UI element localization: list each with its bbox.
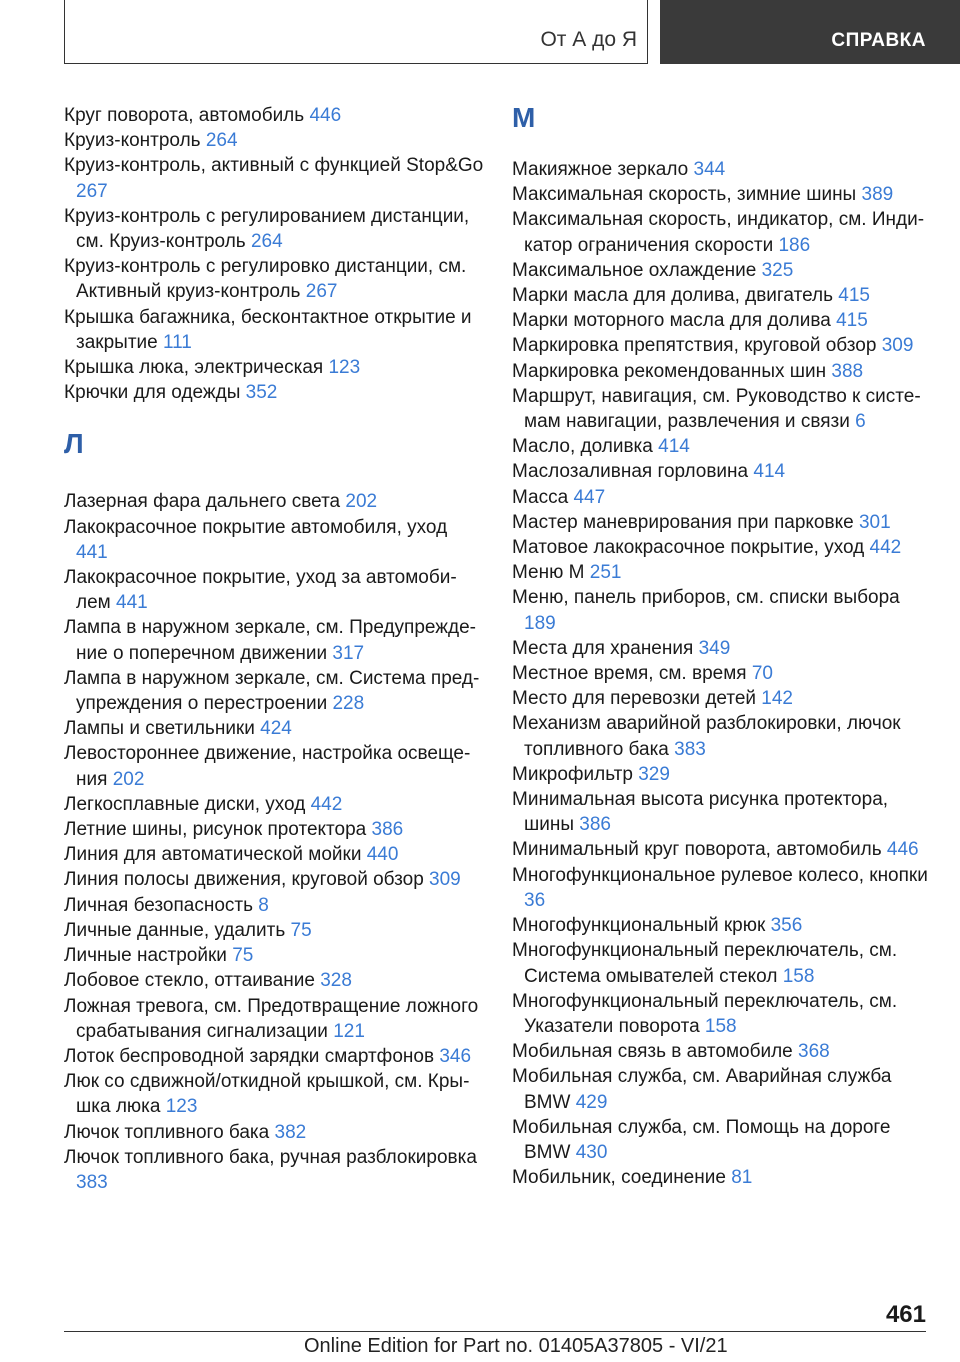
index-entry-page-link[interactable]: 189	[524, 612, 556, 634]
index-entry-page-link[interactable]: 368	[798, 1041, 830, 1063]
index-entry-page-link[interactable]: 123	[165, 1096, 198, 1118]
chapter-tab-label: СПРАВКА	[831, 30, 926, 51]
index-entry-text: Ложная тревога, см. Предотвращение ложного срабатывания сигнализации	[64, 995, 479, 1042]
index-entry-text: Легкосплавные диски, уход	[64, 793, 311, 815]
index-entry-text: Линия для автоматической мойки	[64, 844, 367, 866]
index-entry-text: Местное время, см. время	[512, 663, 752, 685]
index-entry-text: Меню M	[512, 562, 590, 584]
index-entry	[512, 711, 932, 761]
index-entry	[64, 103, 484, 128]
index-entry	[64, 355, 484, 380]
index-entry-text: Марки моторного масла для долива	[512, 310, 837, 332]
index-entry	[512, 459, 932, 484]
index-entry-page-link[interactable]: 429	[575, 1091, 608, 1113]
index-entry-page-link[interactable]: 446	[309, 105, 342, 126]
index-entry-page-link[interactable]: 309	[429, 869, 461, 891]
index-entry-text: Летние шины, рисунок протектора	[64, 819, 372, 841]
index-entry-text: Марки масла для долива, двигатель	[512, 285, 839, 307]
index-entry	[512, 636, 932, 661]
index-entry-page-link[interactable]: 158	[782, 965, 815, 987]
index-entry-text: Круиз-контроль, активный с функцией Stop&Go	[64, 155, 484, 177]
index-entry	[512, 989, 932, 1039]
index-entry-page-link[interactable]: 388	[831, 360, 864, 382]
index-entry-text: Мобильная связь в автомобиле	[512, 1041, 799, 1063]
index-entry	[512, 837, 932, 862]
index-entry-text: Место для перевозки детей	[512, 688, 762, 710]
index-entry	[64, 994, 484, 1044]
index-entry-text: Максимальное охлаждение	[512, 259, 762, 281]
index-entry-page-link[interactable]: 442	[869, 537, 902, 559]
index-entry-page-link[interactable]: 383	[76, 1171, 108, 1193]
index-entry-text: Маркировка рекомендованных шин	[512, 360, 832, 382]
index-entry-text: Маслозаливная горловина	[512, 461, 754, 483]
index-entry	[512, 1115, 932, 1165]
index-entry-page-link[interactable]: 228	[332, 693, 365, 715]
index-entry-text: Мастер маневрирования при парковке	[512, 511, 859, 533]
index-entry	[64, 565, 484, 615]
index-entry	[64, 153, 484, 203]
index-entry-page-link[interactable]: 267	[305, 281, 338, 303]
index-entry	[512, 762, 932, 787]
index-entry	[64, 867, 484, 892]
index-entry	[512, 686, 932, 711]
index-entry-text: Крышка люка, электрическая	[64, 357, 329, 379]
index-entry-text: Линия полосы движения, круговой обзор	[64, 869, 430, 891]
edition-note: Online Edition for Part no. 01405A37805 - VI/21	[304, 1335, 728, 1357]
index-entry-page-link[interactable]: 123	[328, 357, 361, 379]
index-entry-text: Механизм аварийной разблокировки, лючок топливного бака	[512, 713, 901, 760]
index-entry	[512, 863, 932, 913]
index-entry	[64, 842, 484, 867]
index-entry	[512, 333, 932, 358]
index-entry-page-link[interactable]: 202	[345, 491, 378, 513]
index-entry	[64, 943, 484, 968]
index-entry-text: Микрофильтр	[512, 763, 639, 785]
index-entry-page-link[interactable]: 186	[778, 234, 811, 256]
index-entry	[512, 207, 932, 257]
index-entry-text: Многофункциональное рулевое колесо, кнопки	[512, 864, 928, 886]
index-entry	[64, 1069, 484, 1119]
index-entry-page-link[interactable]: 430	[575, 1141, 608, 1163]
index-entry	[64, 968, 484, 993]
index-entry	[512, 938, 932, 988]
index-entry-page-link[interactable]: 8	[258, 894, 269, 916]
index-entry-text: Круг поворота, автомобиль	[64, 105, 310, 126]
footer-divider	[64, 1331, 926, 1332]
index-entry	[512, 787, 932, 837]
index-entry-page-link[interactable]: 389	[861, 184, 894, 206]
index-entry	[512, 661, 932, 686]
index-entry-page-link[interactable]: 202	[112, 768, 145, 790]
index-entry-page-link[interactable]: 424	[260, 718, 292, 740]
index-entry-text: Личные данные, удалить	[64, 919, 291, 941]
index-entry	[64, 1120, 484, 1145]
index-entry-page-link[interactable]: 415	[836, 310, 868, 332]
index-entry-text: Многофункциональный крюк	[512, 915, 771, 937]
index-entry-text: Маркировка препятствия, круговой обзор	[512, 335, 882, 357]
index-entry-page-link[interactable]: 344	[693, 159, 726, 180]
index-entry	[512, 913, 932, 938]
index-entry	[512, 1039, 932, 1064]
index-entry	[64, 128, 484, 153]
index-entry	[512, 384, 932, 434]
index-entry	[64, 817, 484, 842]
index-entry-page-link[interactable]: 264	[250, 231, 283, 253]
index-entry-page-link[interactable]: 440	[366, 844, 399, 866]
index-entry-page-link[interactable]: 75	[290, 919, 312, 941]
index-entry-page-link[interactable]: 309	[881, 335, 914, 357]
index-entry-page-link[interactable]: 349	[698, 637, 731, 659]
index-entry-text: Многофункциональный переключатель, см. Указатели поворота	[512, 990, 898, 1037]
index-column-right	[512, 103, 932, 1190]
index-entry-page-link[interactable]: 446	[886, 839, 919, 861]
index-entry-page-link[interactable]: 251	[589, 562, 622, 584]
index-entry-text: Левостороннее движение, настройка освещения	[64, 743, 471, 790]
index-entry-page-link[interactable]: 329	[638, 763, 670, 785]
index-entry	[64, 489, 484, 514]
index-entry-text: Круиз-контроль	[64, 130, 206, 152]
index-entry	[64, 615, 484, 665]
index-entry-text: Лампа в наружном зеркале, см. Предупреждение о поперечном движении	[64, 617, 476, 664]
index-entry-text: Личные настройки	[64, 945, 233, 967]
index-entry-text: Места для хранения	[512, 637, 699, 659]
index-entry-page-link[interactable]: 346	[439, 1045, 472, 1067]
index-entry-text: Лакокрасочное покрытие автомобиля, уход	[64, 516, 448, 538]
index-entry-text: Лакокрасочное покрытие, уход за автомобилем	[64, 567, 457, 614]
index-entry	[512, 585, 932, 635]
index-entry-text: Максимальная скорость, индикатор, см. Индикатор ограничения скорости	[512, 209, 925, 256]
index-entry-text: Макияжное зеркало	[512, 159, 694, 180]
index-letter-heading: Л	[64, 428, 84, 460]
chapter-tab	[660, 0, 960, 64]
index-entry-page-link[interactable]: 414	[753, 461, 786, 483]
index-entry-text: Масло, доливка	[512, 436, 659, 458]
index-entry	[64, 716, 484, 741]
index-entry-page-link[interactable]: 158	[704, 1015, 737, 1037]
index-entry-page-link[interactable]: 386	[371, 819, 404, 841]
index-entry	[64, 380, 484, 405]
index-entry	[64, 254, 484, 304]
index-entry	[512, 510, 932, 535]
index-column-left	[64, 103, 484, 1195]
index-entry-text: Маршрут, навигация, см. Руководство к системам навигации, развлечения и связи	[512, 385, 921, 433]
index-entry-text: Лампа в наружном зеркале, см. Система предупреждения о перестроении	[64, 667, 480, 715]
index-entry-text: Лючок топливного бака, ручная разблокировка	[64, 1146, 477, 1168]
index-entry-page-link[interactable]: 142	[761, 688, 793, 710]
index-entry-text: Лоток беспроводной зарядки смартфонов	[64, 1045, 440, 1067]
index-entry	[512, 485, 932, 510]
index-entry-page-link[interactable]: 264	[205, 130, 238, 152]
index-entry-page-link[interactable]: 441	[116, 592, 148, 614]
index-entry	[64, 1145, 484, 1195]
index-entry	[64, 893, 484, 918]
index-entry-page-link[interactable]: 442	[310, 793, 343, 815]
index-entry	[512, 1064, 932, 1114]
section-tab	[64, 0, 648, 64]
page-number: 461	[885, 1301, 926, 1328]
index-entry-page-link[interactable]: 415	[838, 285, 870, 307]
index-entry-text: Личная безопасность	[64, 894, 259, 916]
index-entry-page-link[interactable]: 383	[674, 738, 706, 760]
index-entry	[512, 359, 932, 384]
index-entry	[512, 157, 932, 182]
index-entry-page-link[interactable]: 75	[232, 945, 254, 967]
index-entry-page-link[interactable]: 356	[770, 915, 803, 937]
index-entry-text: Многофункциональный переключатель, см. Система омывателей стекол	[512, 940, 898, 987]
index-entry-page-link[interactable]: 70	[751, 663, 773, 685]
index-entry-text: Масса	[512, 486, 574, 508]
index-entry-page-link[interactable]: 267	[76, 180, 108, 202]
index-entry-text: Минимальный круг поворота, автомобиль	[512, 839, 887, 861]
index-entry-page-link[interactable]: 328	[320, 970, 352, 992]
index-entry-text: Лазерная фара дальнего света	[64, 491, 346, 513]
index-entry	[512, 283, 932, 308]
index-entry-page-link[interactable]: 6	[855, 411, 866, 433]
index-entry	[64, 515, 484, 565]
index-entry	[512, 535, 932, 560]
index-entry-text: Минимальная высота рисунка протектора, шины	[512, 789, 889, 836]
index-entry-text: Крышка багажника, бесконтактное открытие и закрытие	[64, 306, 472, 353]
index-entry-page-link[interactable]: 386	[579, 814, 611, 836]
index-entry-page-link[interactable]: 447	[573, 486, 606, 508]
index-entry-page-link[interactable]: 352	[245, 382, 278, 404]
index-entry-text: Лобовое стекло, оттаивание	[64, 970, 321, 992]
index-entry-text: Люк со сдвижной/откидной крышкой, см. Крышка люка	[64, 1071, 470, 1118]
index-entry	[64, 1044, 484, 1069]
index-entry-text: Мобильная служба, см. Помощь на дороге BMW	[512, 1116, 891, 1163]
section-tab-label: От А до Я	[540, 28, 637, 51]
index-entry-text: Лючок топливного бака	[64, 1121, 275, 1143]
index-entry	[512, 434, 932, 459]
index-letter-heading: М	[512, 102, 536, 133]
index-entry	[512, 182, 932, 207]
index-entry-page-link[interactable]: 301	[858, 511, 891, 533]
index-entry	[512, 308, 932, 333]
index-entry-page-link[interactable]: 441	[76, 541, 108, 563]
index-entry	[512, 1165, 932, 1190]
index-entry-text: Матовое лакокрасочное покрытие, уход	[512, 537, 870, 559]
index-entry	[64, 204, 484, 254]
index-entry-text: Круиз-контроль с регулировко дистанции, см. Активный круиз-контроль	[64, 256, 467, 303]
index-entry	[64, 741, 484, 791]
index-entry-page-link[interactable]: 36	[524, 889, 546, 911]
index-entry	[512, 560, 932, 585]
index-entry	[64, 305, 484, 355]
index-entry-page-link[interactable]: 81	[731, 1167, 753, 1189]
index-entry-text: Крючки для одежды	[64, 382, 246, 404]
index-entry	[64, 918, 484, 943]
index-entry-page-link[interactable]: 325	[761, 259, 794, 281]
index-entry-page-link[interactable]: 317	[332, 642, 365, 664]
index-entry	[64, 792, 484, 817]
index-entry-text: Меню, панель приборов, см. списки выбора	[512, 587, 900, 609]
index-entry-page-link[interactable]: 414	[658, 436, 690, 458]
index-entry-text: Мобильник, соединение	[512, 1167, 732, 1189]
index-entry-text: Лампы и светильники	[64, 718, 261, 740]
index-entry-text: Круиз-контроль с регулированием дистанции, см. Круиз-контроль	[64, 205, 470, 253]
index-entry-text: Максимальная скорость, зимние шины	[512, 184, 862, 206]
index-entry-text: Мобильная служба, см. Аварийная служба BMW	[512, 1066, 892, 1113]
index-entry	[512, 258, 932, 283]
index-entry-page-link[interactable]: 111	[162, 331, 192, 353]
index-entry	[64, 666, 484, 716]
index-entry-page-link[interactable]: 382	[274, 1121, 307, 1143]
index-entry-page-link[interactable]: 121	[333, 1020, 365, 1042]
